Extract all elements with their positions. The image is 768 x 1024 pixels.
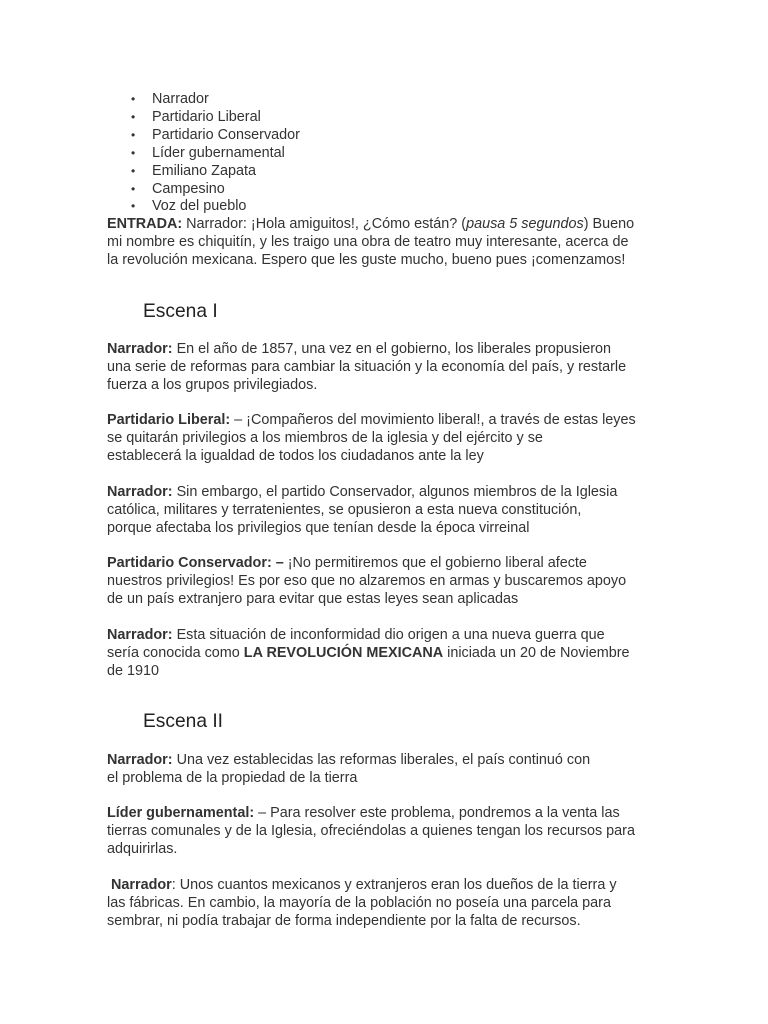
bullet-icon: • xyxy=(131,127,136,142)
entrada-line: la revolución mexicana. Espero que les guste mucho, bueno pues ¡comenzamos! xyxy=(107,251,626,268)
entrada-label: ENTRADA: xyxy=(107,216,183,232)
dialogue-text: nuestros privilegios! Es por eso que no alzaremos en armas y buscaremos apoyo xyxy=(107,572,627,589)
list-item xyxy=(107,198,300,216)
scene-heading: Escena I xyxy=(143,301,218,322)
speaker-label: Narrador: xyxy=(107,484,173,500)
speaker-label: Narrador xyxy=(111,877,172,893)
entrada-paragraph xyxy=(107,216,667,270)
dialogue-text: se quitarán privilegios a los miembros de la iglesia y del ejército y se xyxy=(107,429,543,446)
cast-name: Líder gubernamental xyxy=(152,144,285,161)
cast-name: Voz del pueblo xyxy=(152,198,247,215)
bullet-icon: • xyxy=(131,92,136,106)
dialogue-text: Sin embargo, el partido Conservador, algunos miembros de la Iglesia xyxy=(172,484,618,500)
speaker-label: Partidario Conservador: – xyxy=(107,555,284,571)
dialogue-text: el problema de la propiedad de la tierra xyxy=(107,769,358,786)
dialogue-text: católica, militares y terratenientes, se opusieron a esta nueva constitución, xyxy=(107,501,582,518)
entrada-text: ) Bueno xyxy=(583,216,635,232)
scene-heading: Escena II xyxy=(143,711,223,732)
list-item xyxy=(107,109,300,127)
speaker-label: Líder gubernamental: xyxy=(107,805,255,821)
bullet-icon: • xyxy=(131,199,136,214)
dialogue-text: En el año de 1857, una vez en el gobierno, los liberales propusieron xyxy=(172,341,611,357)
list-item xyxy=(107,127,300,145)
dialogue-paragraph xyxy=(107,555,667,609)
dialogue-text: Una vez establecidas las reformas liberales, el país continuó con xyxy=(172,752,591,768)
cast-name: Campesino xyxy=(152,180,225,197)
speaker-label: Narrador: xyxy=(107,627,173,643)
dialogue-text: sería conocida como xyxy=(107,644,244,661)
dialogue-paragraph xyxy=(107,752,667,788)
dialogue-text: porque afectaba los privilegios que tenían desde la época virreinal xyxy=(107,519,530,536)
dialogue-text: adquirirlas. xyxy=(107,840,178,857)
dialogue-text: iniciada un 20 de Noviembre xyxy=(443,644,630,661)
stage-direction: pausa 5 segundos xyxy=(466,216,584,232)
dialogue-text: : Unos cuantos mexicanos y extranjeros eran los dueños de la tierra y xyxy=(171,877,617,893)
dialogue-text: de 1910 xyxy=(107,662,160,679)
bullet-icon: • xyxy=(131,181,136,196)
dialogue-text: – Para resolver este problema, pondremos a la venta las xyxy=(254,805,620,821)
list-item xyxy=(107,181,300,199)
list-item xyxy=(107,145,300,163)
dialogue-paragraph xyxy=(107,627,667,681)
bullet-icon: • xyxy=(131,163,136,178)
dialogue-text: las fábricas. En cambio, la mayoría de la población no poseía una parcela para xyxy=(107,894,611,911)
dialogue-text: establecerá la igualdad de todos los ciudadanos ante la ley xyxy=(107,447,484,464)
dialogue-text: una serie de reformas para cambiar la situación y la economía del país, y restarle xyxy=(107,358,627,375)
list-item xyxy=(107,163,300,181)
cast-list xyxy=(107,91,300,216)
dialogue-text: Esta situación de inconformidad dio origen a una nueva guerra que xyxy=(172,627,605,643)
dialogue-text: – ¡Compañeros del movimiento liberal!, a través de estas leyes xyxy=(230,412,636,428)
entrada-line: mi nombre es chiquitín, y les traigo una obra de teatro muy interesante, acerca de xyxy=(107,233,629,250)
bullet-icon: • xyxy=(131,145,136,160)
speaker-label: Narrador: xyxy=(107,341,173,357)
list-item xyxy=(107,91,300,109)
bullet-icon: • xyxy=(131,109,136,124)
cast-name: Partidario Conservador xyxy=(152,126,300,143)
dialogue-paragraph xyxy=(107,805,667,859)
cast-name: Emiliano Zapata xyxy=(152,162,256,179)
dialogue-text: tierras comunales y de la Iglesia, ofreciéndolas a quienes tengan los recursos para xyxy=(107,822,635,839)
entrada-text: Narrador: ¡Hola amiguitos!, ¿Cómo están? ( xyxy=(182,216,467,232)
dialogue-paragraph xyxy=(107,341,667,395)
speaker-label: Narrador: xyxy=(107,752,173,768)
dialogue-text: ¡No permitiremos que el gobierno liberal afecte xyxy=(283,555,587,571)
speaker-label: Partidario Liberal: xyxy=(107,412,231,428)
cast-name: Partidario Liberal xyxy=(152,108,261,125)
dialogue-text: sembrar, ni podía trabajar de forma independiente por la falta de recursos. xyxy=(107,912,581,929)
dialogue-paragraph xyxy=(107,412,667,466)
cast-name: Narrador xyxy=(152,91,209,107)
dialogue-paragraph xyxy=(107,877,667,931)
dialogue-text: fuerza a los grupos privilegiados. xyxy=(107,376,318,393)
emphasis-text: LA REVOLUCIÓN MEXICANA xyxy=(243,644,444,661)
dialogue-text: de un país extranjero para evitar que estas leyes sean aplicadas xyxy=(107,590,519,607)
dialogue-paragraph xyxy=(107,484,667,538)
